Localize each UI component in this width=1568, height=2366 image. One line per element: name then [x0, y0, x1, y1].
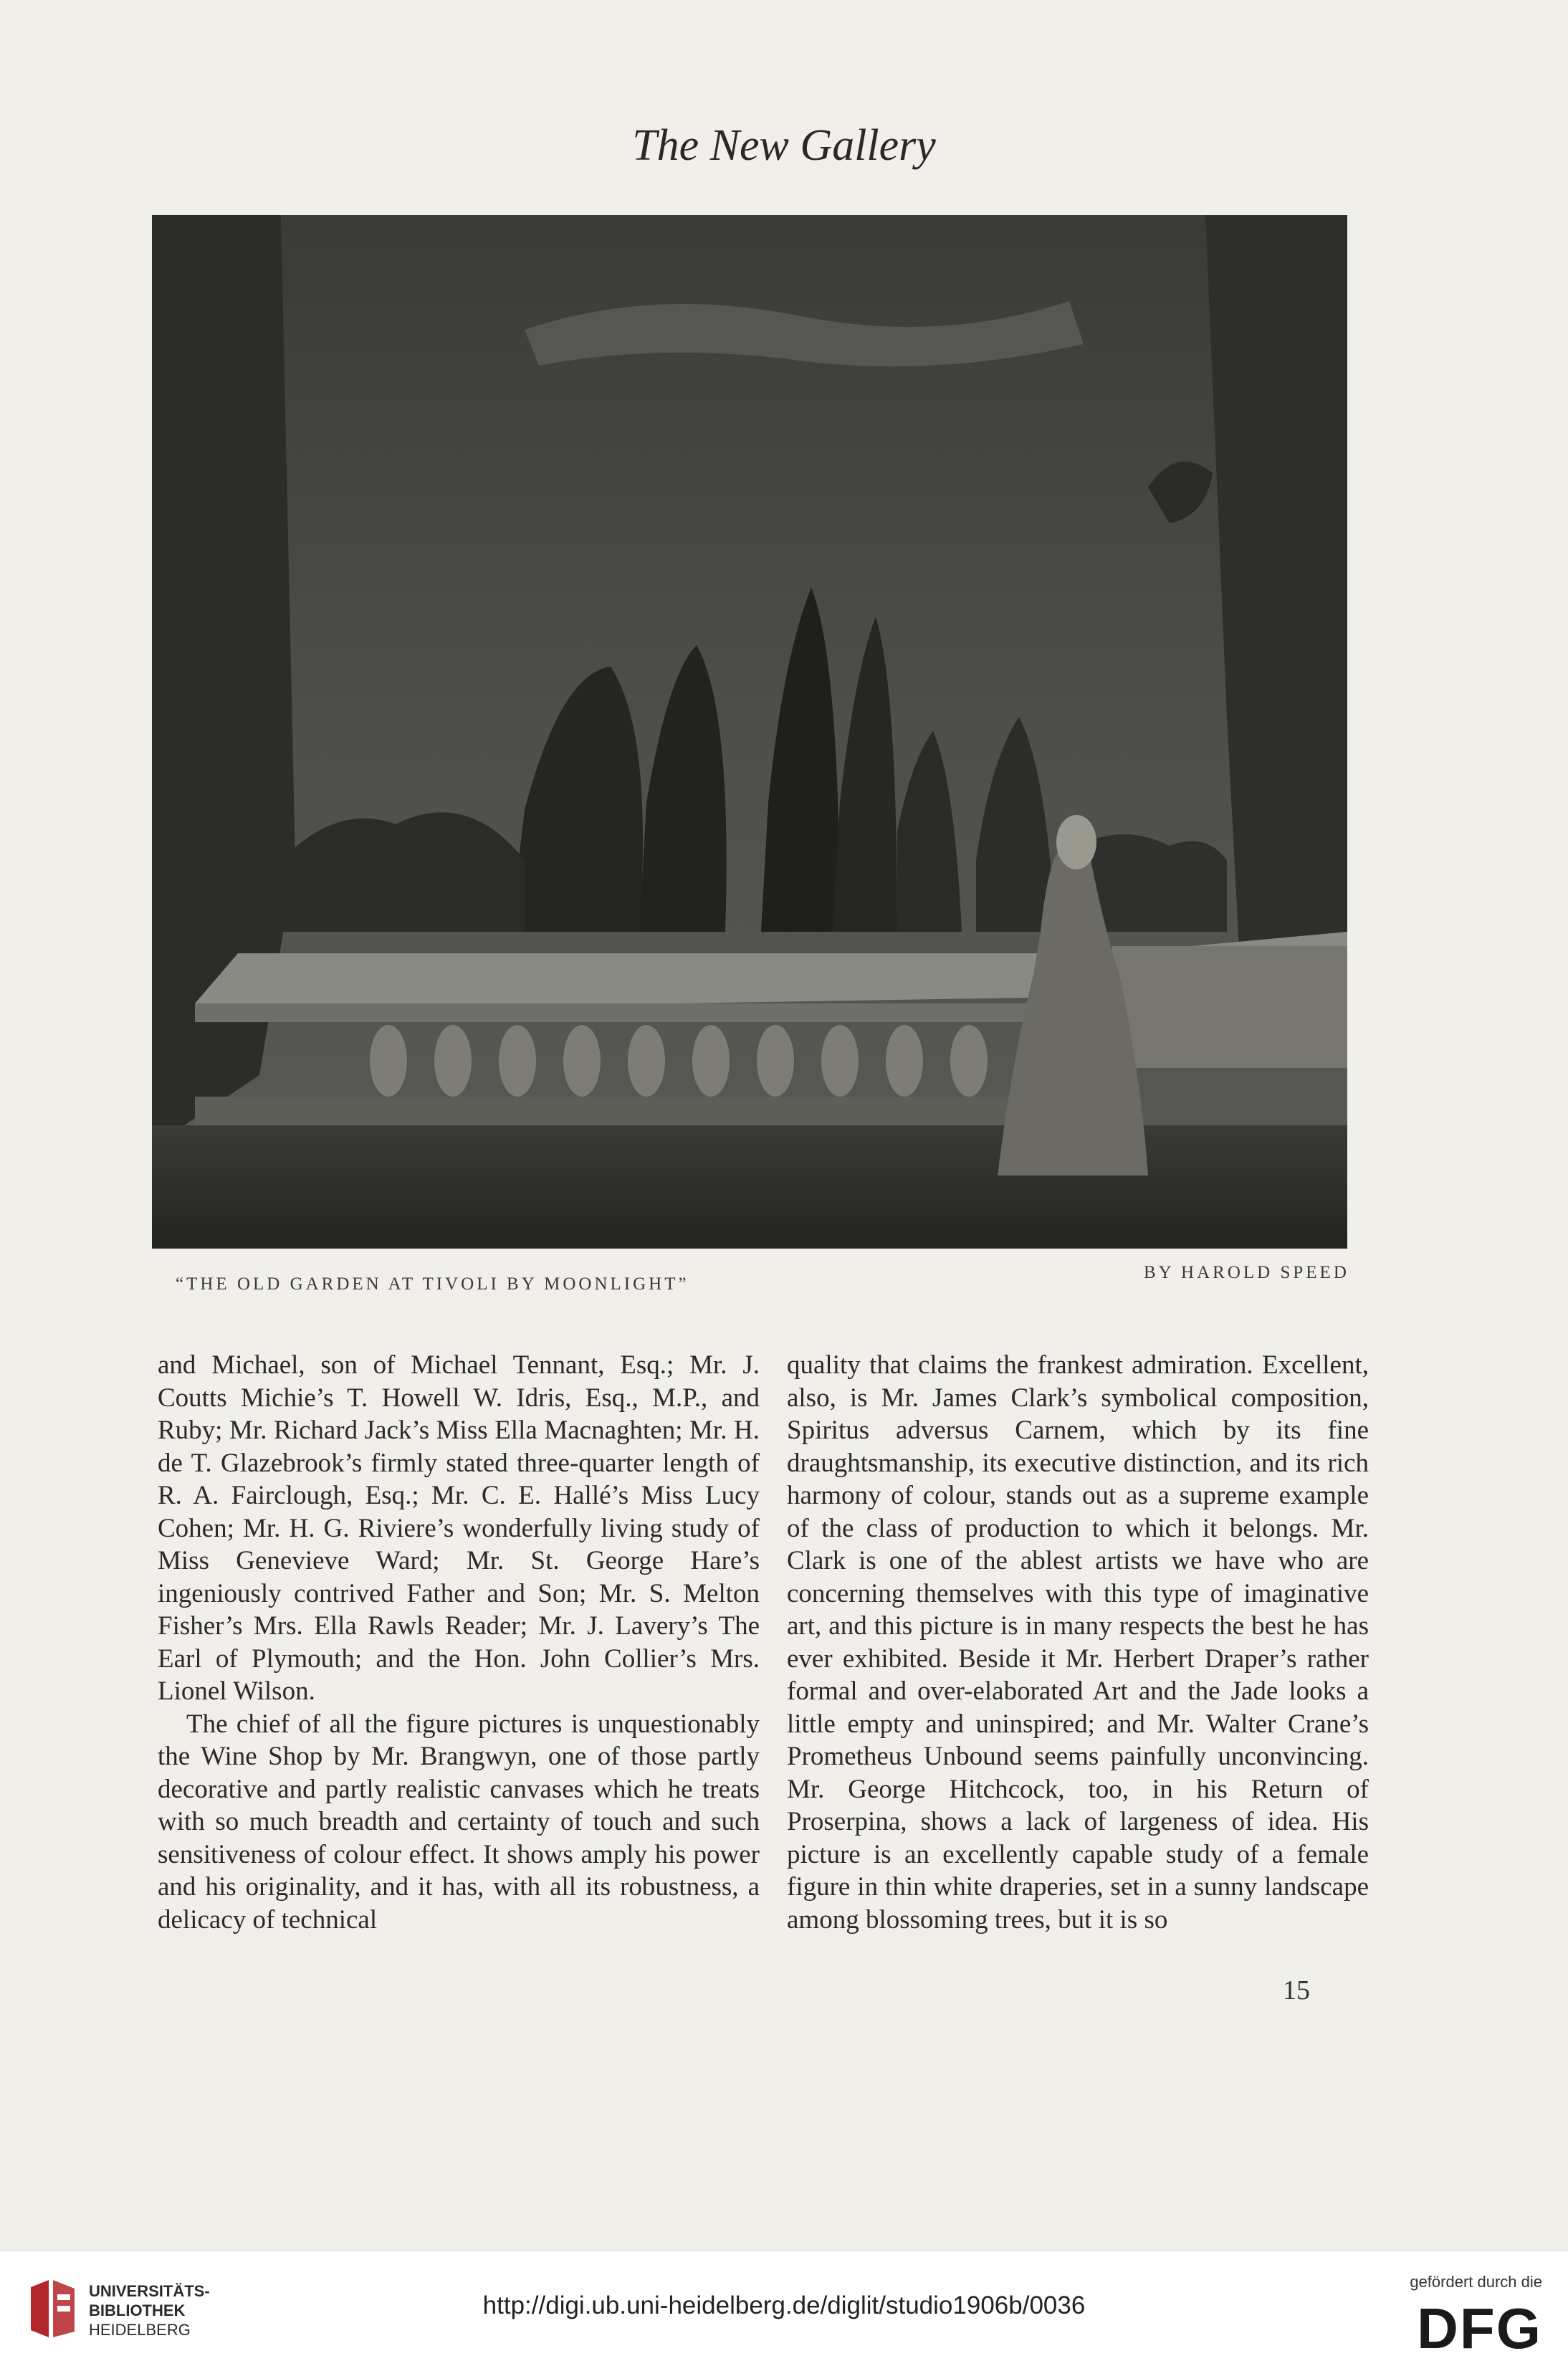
text-column-right: [787, 1349, 1369, 1936]
funder-note: gefördert durch die: [1410, 2273, 1542, 2291]
painting-plate: [152, 215, 1347, 1249]
text-column-left: [158, 1349, 760, 1936]
paragraph: The chief of all the figure pictures is unquestionably the Wine Shop by Mr. Brangwyn, one of those partly decorative and partly realistic canvases which he treats with so much breadth and certainty of touch and such sensitiveness of colour effect. It shows amply his power and his originality, and it has, with all its robustness, a delicacy of technical: [158, 1709, 760, 1935]
plate-caption-title: “THE OLD GARDEN AT TIVOLI BY MOONLIGHT”: [176, 1274, 689, 1294]
paragraph: and Michael, son of Michael Tennant, Esq.; Mr. J. Coutts Michie’s T. Howell W. Idris, Esq., M.P., and Ruby; Mr. Richard Jack’s Miss Ella Macnaghten; Mr. H. de T. Glazebrook’s firmly stated three-quarter length of R. A. Fairclough, Esq.; Mr. C. E. Hallé’s Miss Lucy Cohen; Mr. H. G. Riviere’s wonderfully living study of Miss Genevieve Ward; Mr. St. George Hare’s ingeniously contrived Father and Son; Mr. S. Melton Fisher’s Mrs. Ella Rawls Reader; Mr. J. Lavery’s The Earl of Plymouth; and the Hon. John Collier’s Mrs. Lionel Wilson.: [158, 1350, 760, 1706]
digitization-footer: [0, 2251, 1568, 2366]
library-name: UNIVERSITÄTS- BIBLIOTHEK HEIDELBERG: [89, 2282, 210, 2339]
dfg-logo: DFG: [1417, 2296, 1542, 2360]
source-url-link[interactable]: http://digi.ub.uni-heidelberg.de/diglit/studio1906b/0036: [482, 2291, 1086, 2319]
moonlit-garden-painting: [152, 215, 1347, 1249]
page-title: The New Gallery: [632, 121, 936, 170]
paragraph: quality that claims the frankest admiration. Excellent, also, is Mr. James Clark’s symbolical composition, Spiritus adversus Carnem, which by its fine draughtsmanship, its executive distinction, and its rich harmony of colour, stands out as a supreme example of the class of production to which it belongs. Mr. Clark is one of the ablest artists we have who are concerning themselves with this type of imaginative art, and this picture is in many respects the best he has ever exhibited. Beside it Mr. Herbert Draper’s rather formal and over-elaborated Art and the Jade looks a little empty and uninspired; and Mr. Walter Crane’s Prometheus Unbound seems painfully unconvincing. Mr. George Hitchcock, too, in his Return of Proserpina, shows a lack of largeness of idea. His picture is an excellently capable study of a female figure in thin white draperies, set in a sunny landscape among blossoming trees, but it is so: [787, 1350, 1369, 1935]
page-number: 15: [1283, 1975, 1310, 2005]
plate-caption-artist: BY HAROLD SPEED: [1144, 1263, 1349, 1282]
